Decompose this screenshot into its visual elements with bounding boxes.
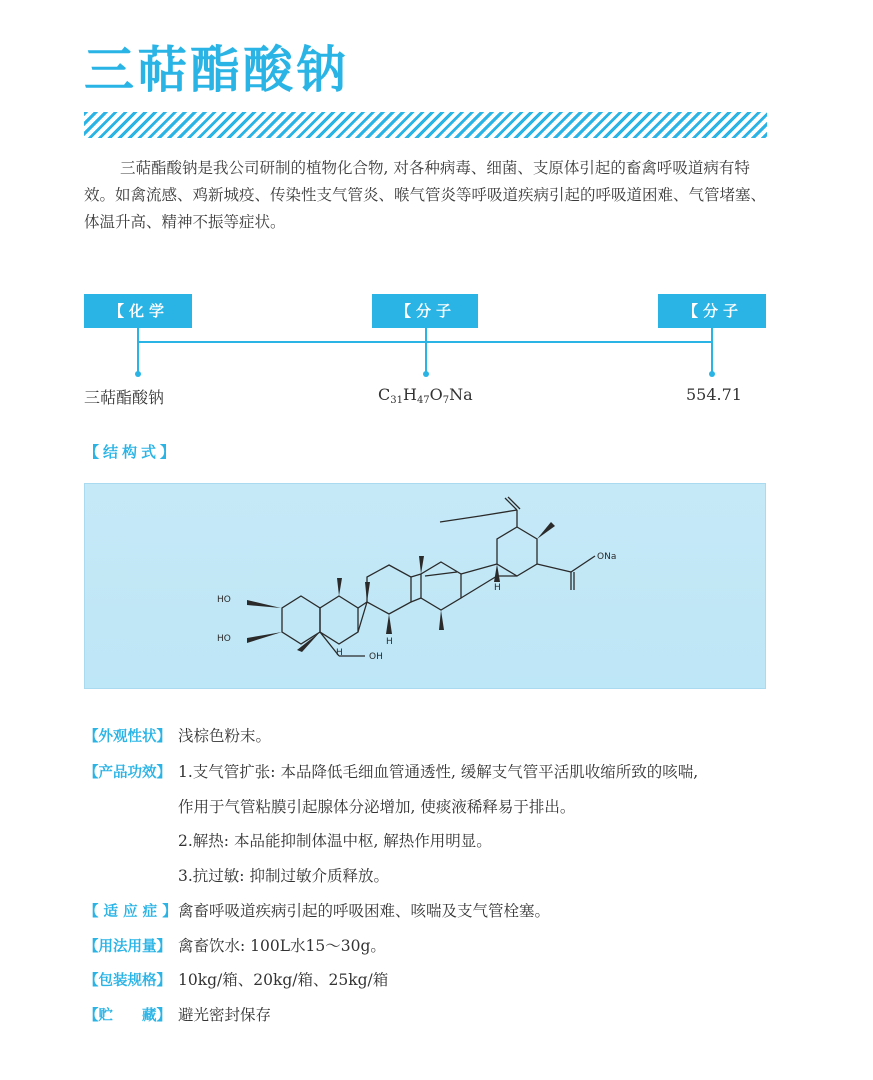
spec-efficacy-line-2: 作用于气管粘膜引起腺体分泌增加, 使痰液稀释易于排出。 [178, 798, 576, 816]
structure-panel [84, 483, 766, 689]
spec-value: 禽畜饮水: 100L水15～30g。 [178, 937, 386, 955]
spec-value: 浅棕色粉末。 [178, 727, 272, 745]
spec-efficacy-line-3: 2.解热: 本品能抑制体温中枢, 解热作用明显。 [178, 832, 492, 850]
spec-indications [84, 900, 550, 923]
label-ho-lower: HO [217, 634, 231, 644]
spec-value: 避光密封保存 [178, 1006, 272, 1024]
spec-packaging [84, 969, 388, 992]
spec-label: 【贮 藏】 [84, 1008, 171, 1024]
tag-molecular-formula: 【分子式】 [372, 294, 478, 328]
structure-title: 【结构式】 [84, 443, 180, 461]
spec-label: 【包装规格】 [84, 973, 171, 989]
spec-label: 【产品功效】 [84, 765, 171, 781]
spec-storage [84, 1004, 271, 1027]
spec-value: 1.支气管扩张: 本品降低毛细血管通透性, 缓解支气管平活肌收缩所致的咳喘, [178, 763, 699, 781]
spec-label: 【用法用量】 [84, 939, 171, 955]
value-chemical-name: 三萜酯酸钠 [84, 388, 165, 407]
label-h-ring-a: H [336, 648, 343, 658]
label-oh: OH [369, 652, 383, 662]
label-ho-upper: HO [217, 595, 231, 605]
spec-value: 禽畜呼吸道疾病引起的呼吸困难、咳喘及支气管栓塞。 [178, 902, 551, 920]
spec-value: 10kg/箱、20kg/箱、25kg/箱 [178, 971, 389, 989]
structural-formula-diagram [85, 484, 767, 690]
tag-connector-lines [0, 0, 873, 380]
spec-label: 【 适 应 症 】 [84, 904, 177, 920]
intro-paragraph: 三萜酯酸钠是我公司研制的植物化合物, 对各种病毒、细菌、支原体引起的畜禽呼吸道病有特效。如禽流感、鸡新城疫、传染性支气管炎、喉气管炎等呼吸道疾病引起的呼吸道困难、气管堵塞、体温升高、精神不振等症状。 [84, 159, 767, 231]
value-molecular-formula: $C_{31}H_{47}O_7Na$ [378, 385, 473, 406]
spec-efficacy-line-4: 3.抗过敏: 抑制过敏介质释放。 [178, 867, 389, 885]
value-molecular-weight: 554.71 [686, 385, 742, 404]
label-h-ring-c: H [386, 637, 393, 647]
tag-molecular-weight: 【分子量】 [658, 294, 766, 328]
label-h-ring-e: H [494, 583, 501, 593]
spec-appearance [84, 725, 271, 748]
tag-chemical-name: 【化学名】 [84, 294, 192, 328]
label-ona: ONa [597, 552, 617, 562]
page-title: 三萜酯酸钠 [84, 41, 349, 99]
spec-dosage [84, 935, 386, 958]
spec-efficacy [84, 761, 698, 784]
spec-label: 【外观性状】 [84, 729, 171, 745]
